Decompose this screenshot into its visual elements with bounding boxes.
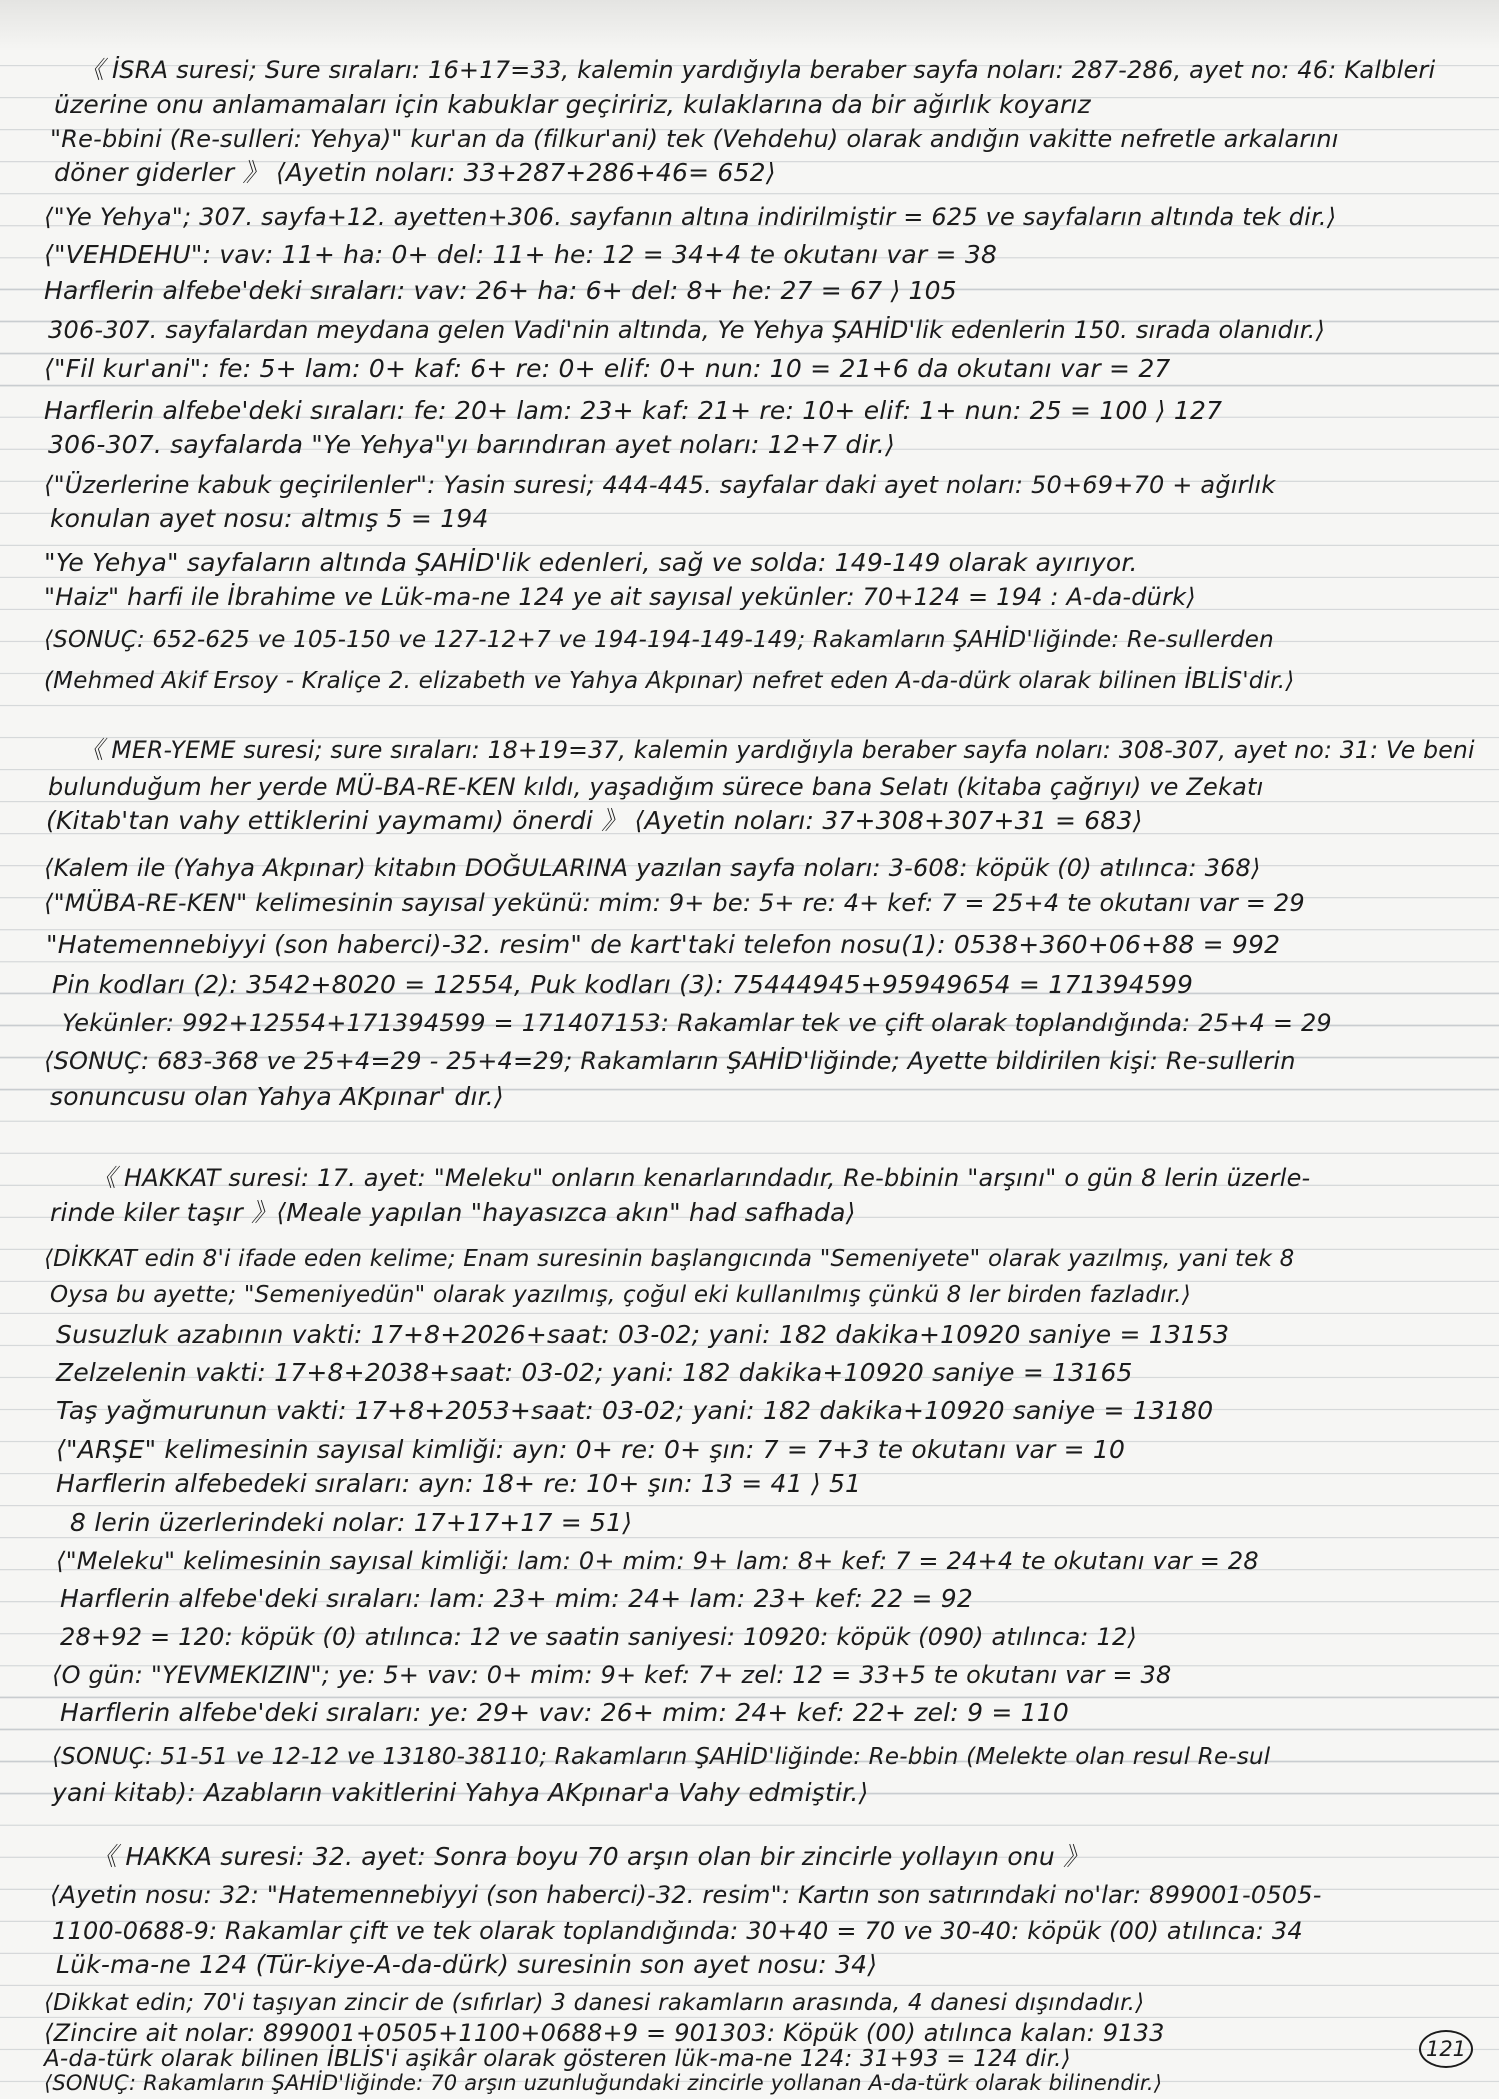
text-line: 1100-0688-9: Rakamlar çift ve tek olarak toplandığında: 30+40 = 70 ve 30-40: köpük (00) atılınca: 34	[52, 1917, 1303, 1945]
text-line: Pin kodları (2): 3542+8020 = 12554, Puk kodları (3): 75444945+95949654 = 171394599	[52, 970, 1194, 999]
text-line: rinde kiler taşır 》⟨Meale yapılan "hayasızca akın" had safhada⟩	[50, 1198, 856, 1227]
text-line: Lük-ma-ne 124 (Tür-kiye-A-da-dürk) suresinin son ayet nosu: 34⟩	[56, 1950, 878, 1979]
text-line: "Ye Yehya" sayfaların altında ŞAHİD'lik edenleri, sağ ve solda: 149-149 olarak ayırıyor.	[44, 548, 1138, 577]
text-line: 28+92 = 120: köpük (0) atılınca: 12 ve saatin saniyesi: 10920: köpük (090) atılınca: 12⟩	[60, 1623, 1137, 1651]
text-line: 《 HAKKAT suresi: 17. ayet: "Meleku" onların kenarlarındadır, Re-bbinin "arşını" o gün 8 lerin üzerle-	[92, 1164, 1311, 1192]
text-line: 8 lerin üzerlerindeki nolar: 17+17+17 = 51⟩	[70, 1508, 633, 1537]
text-line: Harflerin alfebe'deki sıraları: ye: 29+ vav: 26+ mim: 24+ kef: 22+ zel: 9 = 110	[60, 1698, 1069, 1727]
text-line: 306-307. sayfalarda "Ye Yehya"yı barındıran ayet noları: 12+7 dir.⟩	[48, 430, 895, 459]
text-line: ⟨SONUÇ: Rakamların ŞAHİD'liğinde: 70 arşın uzunluğundaki zincirle yollanan A-da-türk olarak bilinendir.⟩	[44, 2071, 1163, 2095]
text-line: ⟨"Meleku" kelimesinin sayısal kimliği: lam: 0+ mim: 9+ lam: 8+ kef: 7 = 24+4 te okutanı var = 28	[56, 1547, 1259, 1575]
text-line: 306-307. sayfalardan meydana gelen Vadi'nin altında, Ye Yehya ŞAHİD'lik edenlerin 150. sırada olanıdır.⟩	[48, 316, 1326, 344]
page-top-edge	[0, 0, 1499, 52]
text-line: Taş yağmurunun vakti: 17+8+2053+saat: 03-02; yani: 182 dakika+10920 saniye = 13180	[56, 1396, 1214, 1425]
text-line: ⟨Ayetin nosu: 32: "Hatemennebiyyi (son haberci)-32. resim": Kartın son satırındaki no'lar: 899001-0505-	[50, 1881, 1322, 1909]
text-line: döner giderler 》 ⟨Ayetin noları: 33+287+286+46= 652⟩	[54, 158, 776, 187]
text-line: sonuncusu olan Yahya AKpınar' dır.⟩	[50, 1082, 504, 1111]
text-line: ⟨O gün: "YEVMEKIZIN"; ye: 5+ vav: 0+ mim: 9+ kef: 7+ zel: 12 = 33+5 te okutanı var = 38	[52, 1661, 1172, 1689]
text-line: Zelzelenin vakti: 17+8+2038+saat: 03-02; yani: 182 dakika+10920 saniye = 13165	[56, 1358, 1133, 1387]
text-line: yani kitab): Azabların vakitlerini Yahya AKpınar'a Vahy edmiştir.⟩	[52, 1778, 869, 1807]
text-line: 《 MER-YEME suresi; sure sıraları: 18+19=37, kalemin yardığıyla beraber sayfa noları: 308-307, ayet no: 31: Ve beni	[80, 736, 1475, 764]
text-line: "Haiz" harfi ile İbrahime ve Lük-ma-ne 124 ye ait sayısal yekünler: 70+124 = 194 : A-da-dürk⟩	[44, 583, 1196, 611]
text-line: ⟨SONUÇ: 652-625 ve 105-150 ve 127-12+7 ve 194-194-149-149; Rakamların ŞAHİD'liğinde: Re-sullerden	[44, 627, 1274, 653]
text-line: üzerine onu anlamamaları için kabuklar geçiririz, kulaklarına da bir ağırlık koyarız	[54, 90, 1091, 119]
text-line: bulunduğum her yerde MÜ-BA-RE-KEN kıldı, yaşadığım sürece bana Selatı (kitaba çağrıyı) ve Zekatı	[48, 773, 1264, 801]
text-line: ⟨"Ye Yehya"; 307. sayfa+12. ayetten+306. sayfanın altına indirilmiştir = 625 ve sayfaların altında tek dir.⟩	[44, 203, 1337, 231]
text-line: Harflerin alfebe'deki sıraları: vav: 26+ ha: 6+ del: 8+ he: 27 = 67 ⟩ 105	[44, 276, 957, 305]
text-line: ⟨"Üzerlerine kabuk geçirilenler": Yasin suresi; 444-445. sayfalar daki ayet noları: 50+69+70 + ağırlık	[44, 471, 1276, 499]
text-line: "Hatemennebiyyi (son haberci)-32. resim" de kart'taki telefon nosu(1): 0538+360+06+88 = 992	[46, 930, 1281, 959]
text-line: ⟨DİKKAT edin 8'i ifade eden kelime; Enam suresinin başlangıcında "Semeniyete" olarak yazılmış, yani tek 8	[44, 1246, 1295, 1272]
text-line: Susuzluk azabının vakti: 17+8+2026+saat: 03-02; yani: 182 dakika+10920 saniye = 13153	[56, 1320, 1230, 1349]
text-line: 《 HAKKA suresi: 32. ayet: Sonra boyu 70 arşın olan bir zincirle yollayın onu 》	[92, 1842, 1089, 1871]
text-line: Oysa bu ayette; "Semeniyedün" olarak yazılmış, çoğul eki kullanılmış çünkü 8 ler birden fazladır.⟩	[50, 1282, 1191, 1308]
text-line: 《 İSRA suresi; Sure sıraları: 16+17=33, kalemin yardığıyla beraber sayfa noları: 287-286, ayet no: 46: Kalbleri	[80, 56, 1436, 84]
text-line: ⟨Kalem ile (Yahya Akpınar) kitabın DOĞULARINA yazılan sayfa noları: 3-608: köpük (0) atılınca: 368⟩	[44, 854, 1261, 882]
text-line: ⟨SONUÇ: 51-51 ve 12-12 ve 13180-38110; Rakamların ŞAHİD'liğinde: Re-bbin (Melekte olan resul Re-sul	[52, 1744, 1271, 1770]
text-line: Harflerin alfebe'deki sıraları: fe: 20+ lam: 23+ kaf: 21+ re: 10+ elif: 1+ nun: 25 = 100 ⟩ 127	[44, 396, 1223, 425]
text-line: (Mehmed Akif Ersoy - Kraliçe 2. elizabeth ve Yahya Akpınar) nefret eden A-da-dürk olarak bilinen İBLİS'dir.⟩	[44, 668, 1295, 694]
text-line: ⟨"ARŞE" kelimesinin sayısal kimliği: ayn: 0+ re: 0+ şın: 7 = 7+3 te okutanı var = 10	[56, 1435, 1126, 1464]
page-number: 121	[1419, 2030, 1473, 2068]
text-line: A-da-türk olarak bilinen İBLİS'i aşikâr olarak gösteren lük-ma-ne 124: 31+93 = 124 dir.⟩	[44, 2046, 1071, 2072]
text-line: Harflerin alfebe'deki sıraları: lam: 23+ mim: 24+ lam: 23+ kef: 22 = 92	[60, 1584, 973, 1613]
text-line: ⟨"VEHDEHU": vav: 11+ ha: 0+ del: 11+ he: 12 = 34+4 te okutanı var = 38	[44, 240, 998, 269]
text-line: Harflerin alfebedeki sıraları: ayn: 18+ re: 10+ şın: 13 = 41 ⟩ 51	[56, 1469, 862, 1498]
text-line: ⟨"MÜBA-RE-KEN" kelimesinin sayısal yekünü: mim: 9+ be: 5+ re: 4+ kef: 7 = 25+4 te okutanı var = 29	[44, 889, 1305, 917]
text-line: ⟨Dikkat edin; 70'i taşıyan zincir de (sıfırlar) 3 danesi rakamların arasında, 4 danesi dışındadır.⟩	[44, 1990, 1145, 2016]
text-line: (Kitab'tan vahy ettiklerini yaymamı) önerdi 》 ⟨Ayetin noları: 37+308+307+31 = 683⟩	[46, 806, 1143, 835]
text-line: "Re-bbini (Re-sulleri: Yehya)" kur'an da (filkur'ani) tek (Vehdehu) olarak andığın vakitte nefretle arkalarını	[50, 125, 1339, 153]
text-line: Yekünler: 992+12554+171394599 = 171407153: Rakamlar tek ve çift olarak toplandığında: 25+4 = 29	[62, 1009, 1332, 1037]
text-line: ⟨SONUÇ: 683-368 ve 25+4=29 - 25+4=29; Rakamların ŞAHİD'liğinde; Ayette bildirilen kişi: Re-sullerin	[44, 1047, 1296, 1075]
text-line: ⟨Zincire ait nolar: 899001+0505+1100+0688+9 = 901303: Köpük (00) atılınca kalan: 9133	[44, 2019, 1165, 2047]
text-line: konulan ayet nosu: altmış 5 = 194	[50, 504, 489, 533]
text-line: ⟨"Fil kur'ani": fe: 5+ lam: 0+ kaf: 6+ re: 0+ elif: 0+ nun: 10 = 21+6 da okutanı var = 27	[44, 354, 1171, 383]
